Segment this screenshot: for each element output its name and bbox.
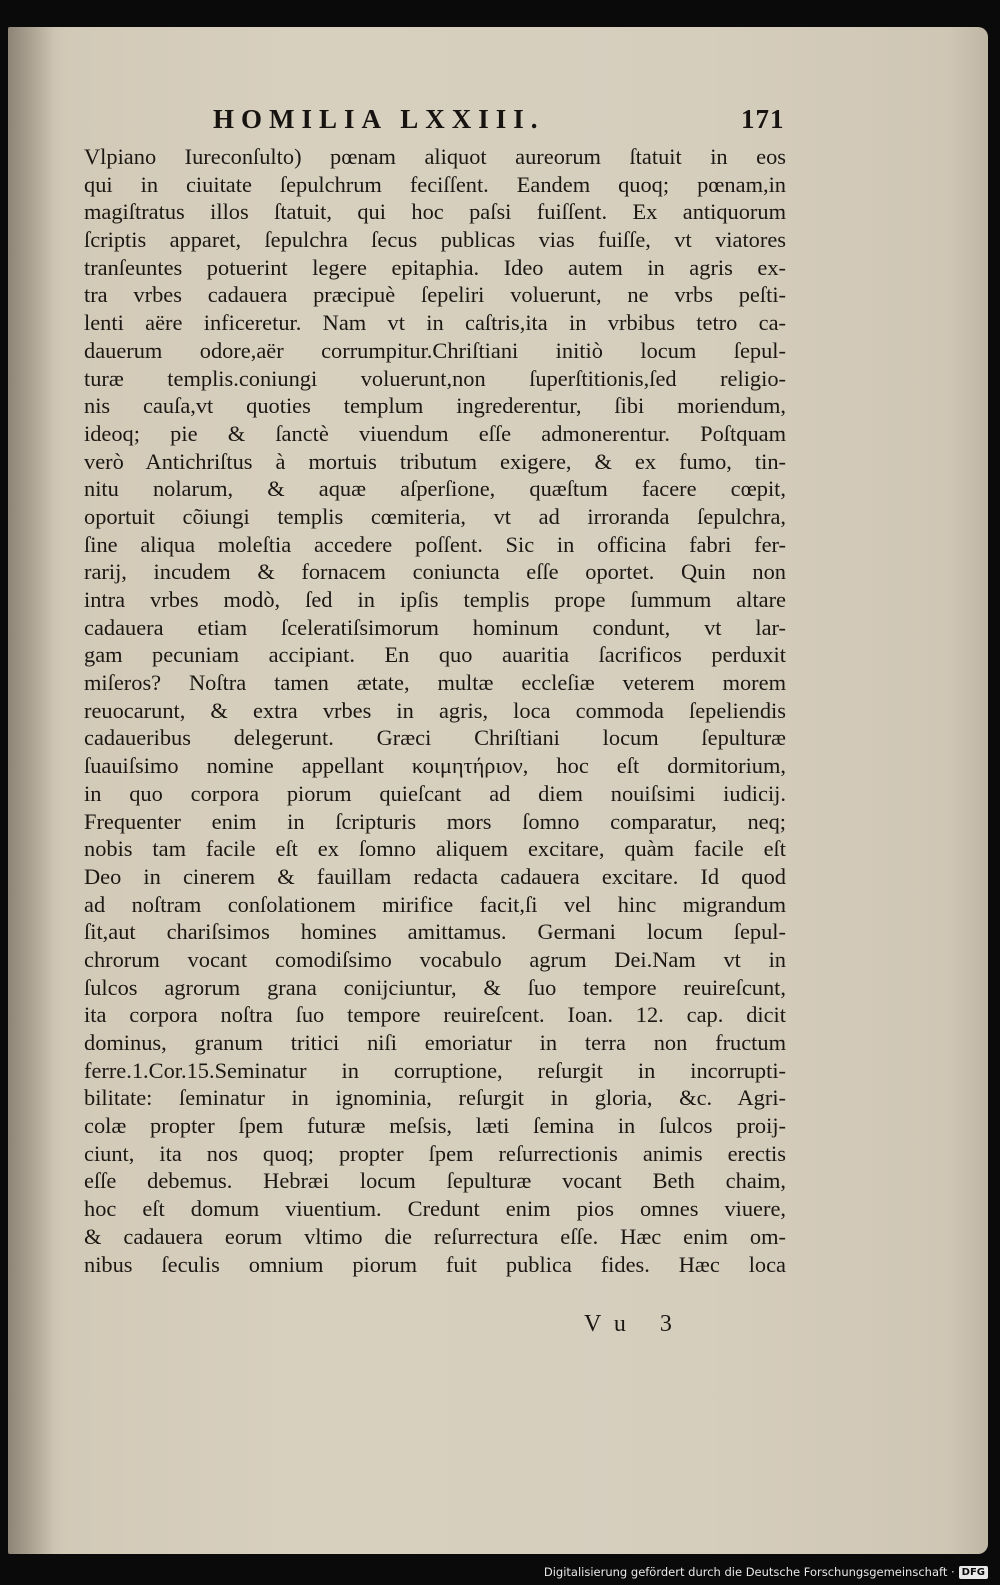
text-line: ideoq; pie & ſanctè viuendum eſſe admonerentur. Poſtquam [84, 420, 786, 446]
text-line: turæ templis.coniungi voluerunt,non ſuperſtitionis,ſed religio- [84, 365, 786, 391]
text-line: dauerum odore,aër corrumpitur.Chriſtiani initiò locum ſepul- [84, 337, 786, 363]
body-text [84, 143, 786, 1278]
text-line: colæ propter ſpem futuræ meſsis, læti ſemina in ſulcos proij- [84, 1113, 786, 1139]
text-line: ſit,aut chariſsimos homines amittamus. Germani locum ſepul- [84, 919, 786, 945]
text-line: ciunt, ita nos quoq; propter ſpem reſurrectionis animis erectis [84, 1140, 786, 1166]
header-title: HOMILIA LXXIII. [213, 104, 545, 134]
text-line: cadaueribus delegerunt. Græci Chriſtiani locum ſepulturæ [84, 725, 786, 751]
text-line: tra vrbes cadauera præcipuè ſepeliri voluerunt, ne vrbs peſti- [84, 282, 786, 308]
text-line: hoc eſt domum viuentium. Credunt enim pios omnes viuere, [84, 1196, 786, 1222]
text-line: Vlpiano Iureconſulto) pœnam aliquot aureorum ſtatuit in eos [84, 144, 786, 169]
text-line: ferre.1.Cor.15.Seminatur in corruptione, reſurgit in incorrupti- [84, 1057, 786, 1083]
text-line: gam pecuniam accipiant. En quo auaritia ſacrificos perduxit [84, 642, 786, 668]
text-line: miſeros? Noſtra tamen ætate, multæ eccleſiæ veterem morem [84, 670, 786, 696]
text-line: rarij, incudem & fornacem coniuncta eſſe oportet. Quin non [84, 559, 786, 585]
text-line: eſſe debemus. Hebræi locum ſepulturæ vocant Beth chaim, [84, 1168, 786, 1194]
text-line: ſuauiſsimo nomine appellant κοιμητήριον, hoc eſt dormitorium, [84, 753, 786, 779]
funding-credit: Digitalisierung gefördert durch die Deutsche Forschungsgemeinschaft · [543, 1565, 955, 1579]
text-line: verò Antichriſtus à mortuis tributum exigere, & ex fumo, tin- [84, 448, 786, 474]
text-line: Deo in cinerem & fauillam redacta cadauera excitare. Id quod [84, 863, 786, 889]
running-header [213, 104, 793, 144]
text-line: ad noſtram conſolationem mirifice facit,ſi vel hinc migrandum [84, 891, 786, 917]
text-line: ſine aliqua moleſtia accedere poſſent. Sic in officina fabri fer- [84, 531, 786, 557]
text-line: chrorum vocant comodiſsimo vocabulo agrum Dei.Nam vt in [84, 946, 786, 972]
page-number: 171 [741, 104, 785, 134]
text-line: nobis tam facile eſt ex ſomno aliquem excitare, quàm facile eſt [84, 836, 786, 862]
text-line: nibus ſeculis omnium piorum fuit publica fides. Hæc loca [84, 1251, 786, 1277]
text-line: ita corpora noſtra ſuo tempore reuireſcent. Ioan. 12. cap. dicit [84, 1002, 786, 1028]
text-line: lenti aëre inficeretur. Nam vt in caſtris,ita in vrbibus tetro ca- [84, 310, 786, 336]
text-line: qui in ciuitate ſepulchrum feciſſent. Eandem quoq; pœnam,in [84, 171, 786, 197]
text-line: magiſtratus illos ſtatuit, qui hoc paſsi fuiſſent. Ex antiquorum [84, 199, 786, 225]
text-line: nitu nolarum, & aquæ aſperſione, quæſtum facere cœpit, [84, 476, 786, 502]
text-line: reuocarunt, & extra vrbes in agris, loca commoda ſepeliendis [84, 697, 786, 723]
text-line: nis cauſa,vt quoties templum ingrederentur, ſibi moriendum, [84, 393, 786, 419]
text-line: bilitate: ſeminatur in ignominia, reſurgit in gloria, &c. Agri- [84, 1085, 786, 1111]
text-line: & cadauera eorum vltimo die reſurrectura eſſe. Hæc enim om- [84, 1223, 786, 1249]
text-line: dominus, granum tritici niſi emoriatur in terra non fructum [84, 1030, 786, 1055]
text-line: cadauera etiam ſceleratiſsimorum hominum condunt, vt lar- [84, 614, 786, 640]
text-line: intra vrbes modò, ſed in ipſis templis prope ſummum altare [84, 587, 786, 612]
text-line: Frequenter enim in ſcripturis mors ſomno comparatur, neq; [84, 808, 786, 834]
signature-mark: Vu 3 [584, 1311, 686, 1337]
text-line: in quo corpora piorum quieſcant ad diem nouiſsimi iudicij. [84, 780, 786, 806]
digitization-footer [544, 1562, 988, 1582]
text-line: ſcriptis apparet, ſepulchra ſecus publicas vias fuiſſe, vt viatores [84, 227, 786, 253]
dfg-logo: DFG [959, 1566, 988, 1579]
text-line: tranſeuntes potuerint legere epitaphia. Ideo autem in agris ex- [84, 254, 786, 280]
gutter-shadow [8, 27, 54, 1554]
text-line: ſulcos agrorum grana conijciuntur, & ſuo tempore reuireſcunt, [84, 974, 786, 1000]
text-line: oportuit cõiungi templis cœmiteria, vt ad irroranda ſepulchra, [84, 503, 786, 529]
